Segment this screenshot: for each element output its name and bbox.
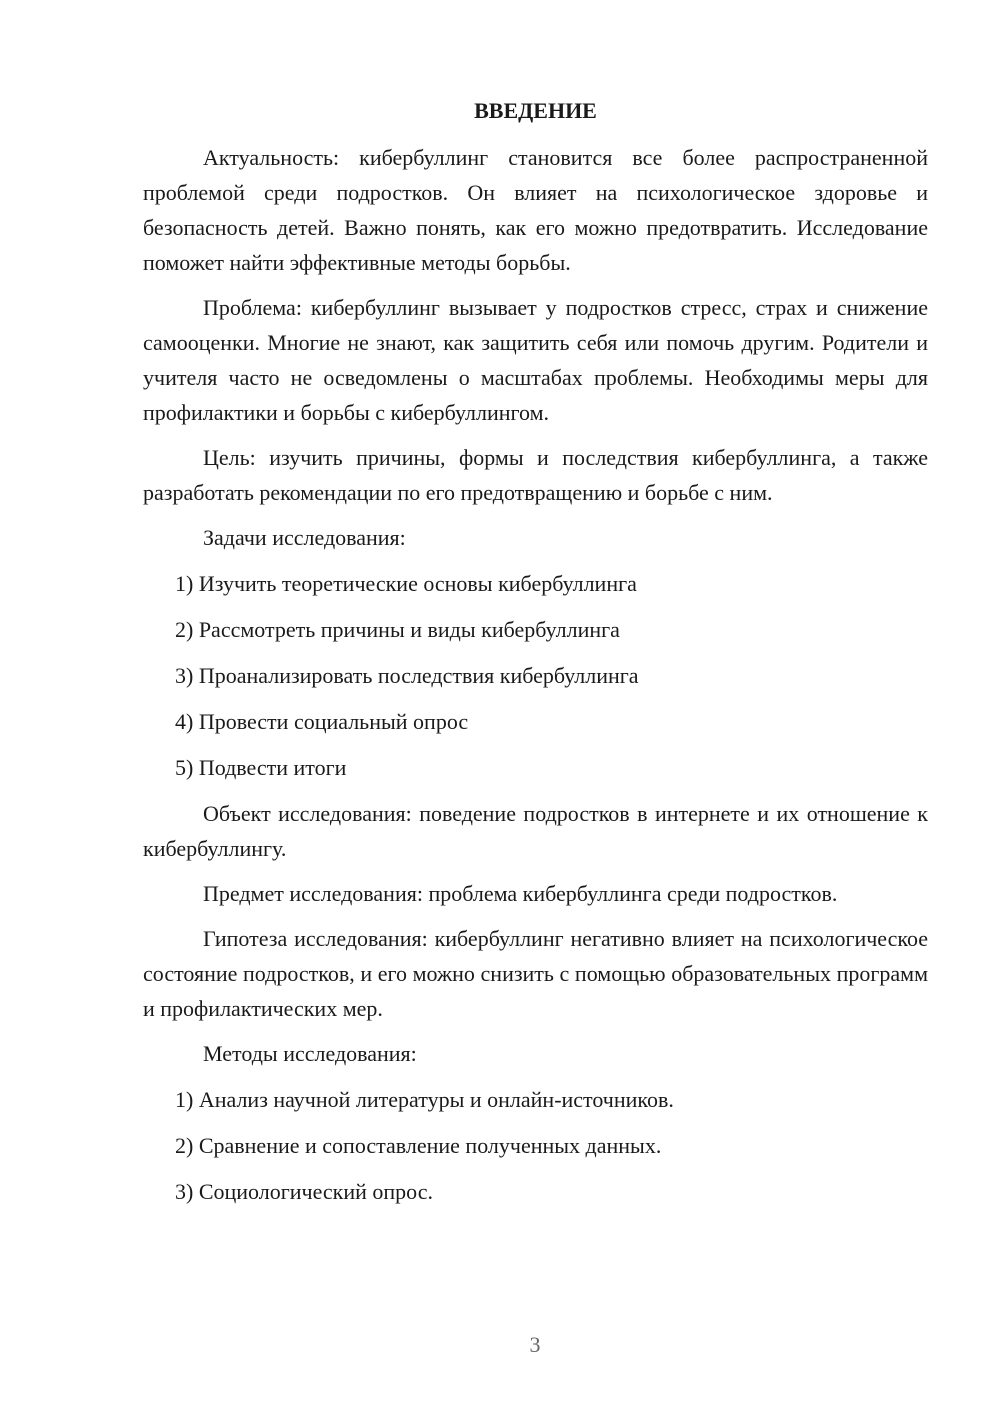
method-item-3: 3) Социологический опрос.	[175, 1179, 433, 1204]
section-heading: ВВЕДЕНИЕ	[474, 98, 597, 123]
task-item-2: 2) Рассмотреть причины и виды кибербуллинга	[175, 617, 620, 642]
subject-paragraph: Предмет исследования: проблема кибербуллинга среди подростков.	[203, 881, 838, 906]
problem-paragraph: Проблема: кибербуллинг вызывает у подростков стресс, страх и снижение самооценки. Многие не знают, как защитить себя или помочь другим. Родители и учителя часто не осведомлены о масштабах проблемы. Необходимы меры для профилактики и борьбы с кибербуллингом.	[143, 295, 928, 425]
method-item-2: 2) Сравнение и сопоставление полученных данных.	[175, 1133, 662, 1158]
methods-heading: Методы исследования:	[203, 1041, 417, 1066]
task-item-5: 5) Подвести итоги	[175, 755, 347, 780]
tasks-heading: Задачи исследования:	[203, 525, 406, 550]
task-item-4: 4) Провести социальный опрос	[175, 709, 469, 734]
object-paragraph: Объект исследования: поведение подростков в интернете и их отношение к кибербуллингу.	[143, 801, 928, 861]
page-number: 3	[529, 1332, 541, 1357]
task-item-3: 3) Проанализировать последствия кибербуллинга	[175, 663, 639, 688]
document-page	[143, 93, 928, 1220]
task-item-1: 1) Изучить теоретические основы кибербуллинга	[175, 571, 637, 596]
relevance-paragraph: Актуальность: кибербуллинг становится все более распространенной проблемой среди подростков. Он влияет на психологическое здоровье и безопасность детей. Важно понять, как его можно предотвратить. Исследование поможет найти эффективные методы борьбы.	[143, 145, 928, 275]
goal-paragraph: Цель: изучить причины, формы и последствия кибербуллинга, а также разработать рекомендации по его предотвращению и борьбе с ним.	[143, 445, 928, 505]
method-item-1: 1) Анализ научной литературы и онлайн-источников.	[175, 1087, 674, 1112]
hypothesis-paragraph: Гипотеза исследования: кибербуллинг негативно влияет на психологическое состояние подростков, и его можно снизить с помощью образовательных программ и профилактических мер.	[143, 926, 928, 1021]
